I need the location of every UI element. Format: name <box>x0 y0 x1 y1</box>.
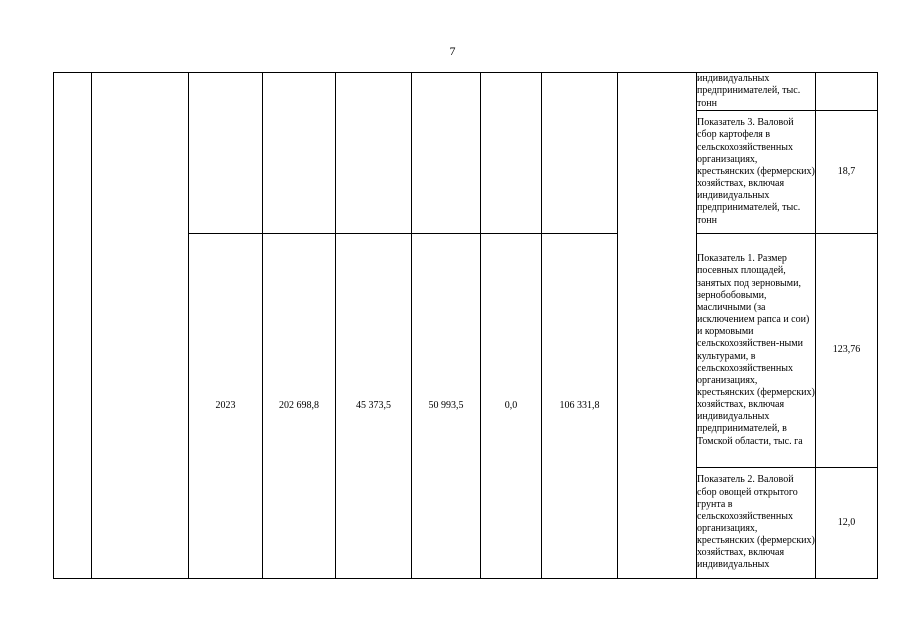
other-cell: 106 331,8 <box>542 234 618 579</box>
executor-cell <box>618 73 697 579</box>
indicator-text: индивидуальных предпринимателей, тыс. тонн <box>697 73 816 111</box>
indicator-text: Показатель 2. Валовой сбор овощей открытого грунта в сельскохозяйственных организациях, крестьянских (фермерских) хозяйствах, включая индивидуальных <box>697 468 816 579</box>
year-cell-prev <box>189 73 263 234</box>
other-cell-prev <box>542 73 618 234</box>
local-cell: 0,0 <box>481 234 542 579</box>
indicator-value: 18,7 <box>816 111 878 234</box>
number-cell <box>54 73 92 579</box>
program-table <box>53 72 878 579</box>
regional-cell-prev <box>412 73 481 234</box>
indicator-value <box>816 73 878 111</box>
total-cell: 202 698,8 <box>263 234 336 579</box>
regional-cell: 50 993,5 <box>412 234 481 579</box>
local-cell-prev <box>481 73 542 234</box>
indicator-text: Показатель 1. Размер посевных площадей, занятых под зерновыми, зернобобовыми, масличными (за исключением рапса и сои) и кормовыми сельскохозяйствен-ными культурами, в сельскохозяйственных организациях, крестьянских (фермерских) хозяйствах, включая индивидуальных предпринимателей, в Томской области, тыс. га <box>697 234 816 468</box>
federal-cell-prev <box>336 73 412 234</box>
indicator-value: 123,76 <box>816 234 878 468</box>
indicator-text: Показатель 3. Валовой сбор картофеля в сельскохозяйственных организациях, крестьянских (фермерских) хозяйствах, включая индивидуальных предпринимателей, тыс. тонн <box>697 111 816 234</box>
total-cell-prev <box>263 73 336 234</box>
federal-cell: 45 373,5 <box>336 234 412 579</box>
year-cell: 2023 <box>189 234 263 579</box>
page-number: 7 <box>449 44 456 58</box>
indicator-value: 12,0 <box>816 468 878 579</box>
event-name-cell <box>92 73 189 579</box>
